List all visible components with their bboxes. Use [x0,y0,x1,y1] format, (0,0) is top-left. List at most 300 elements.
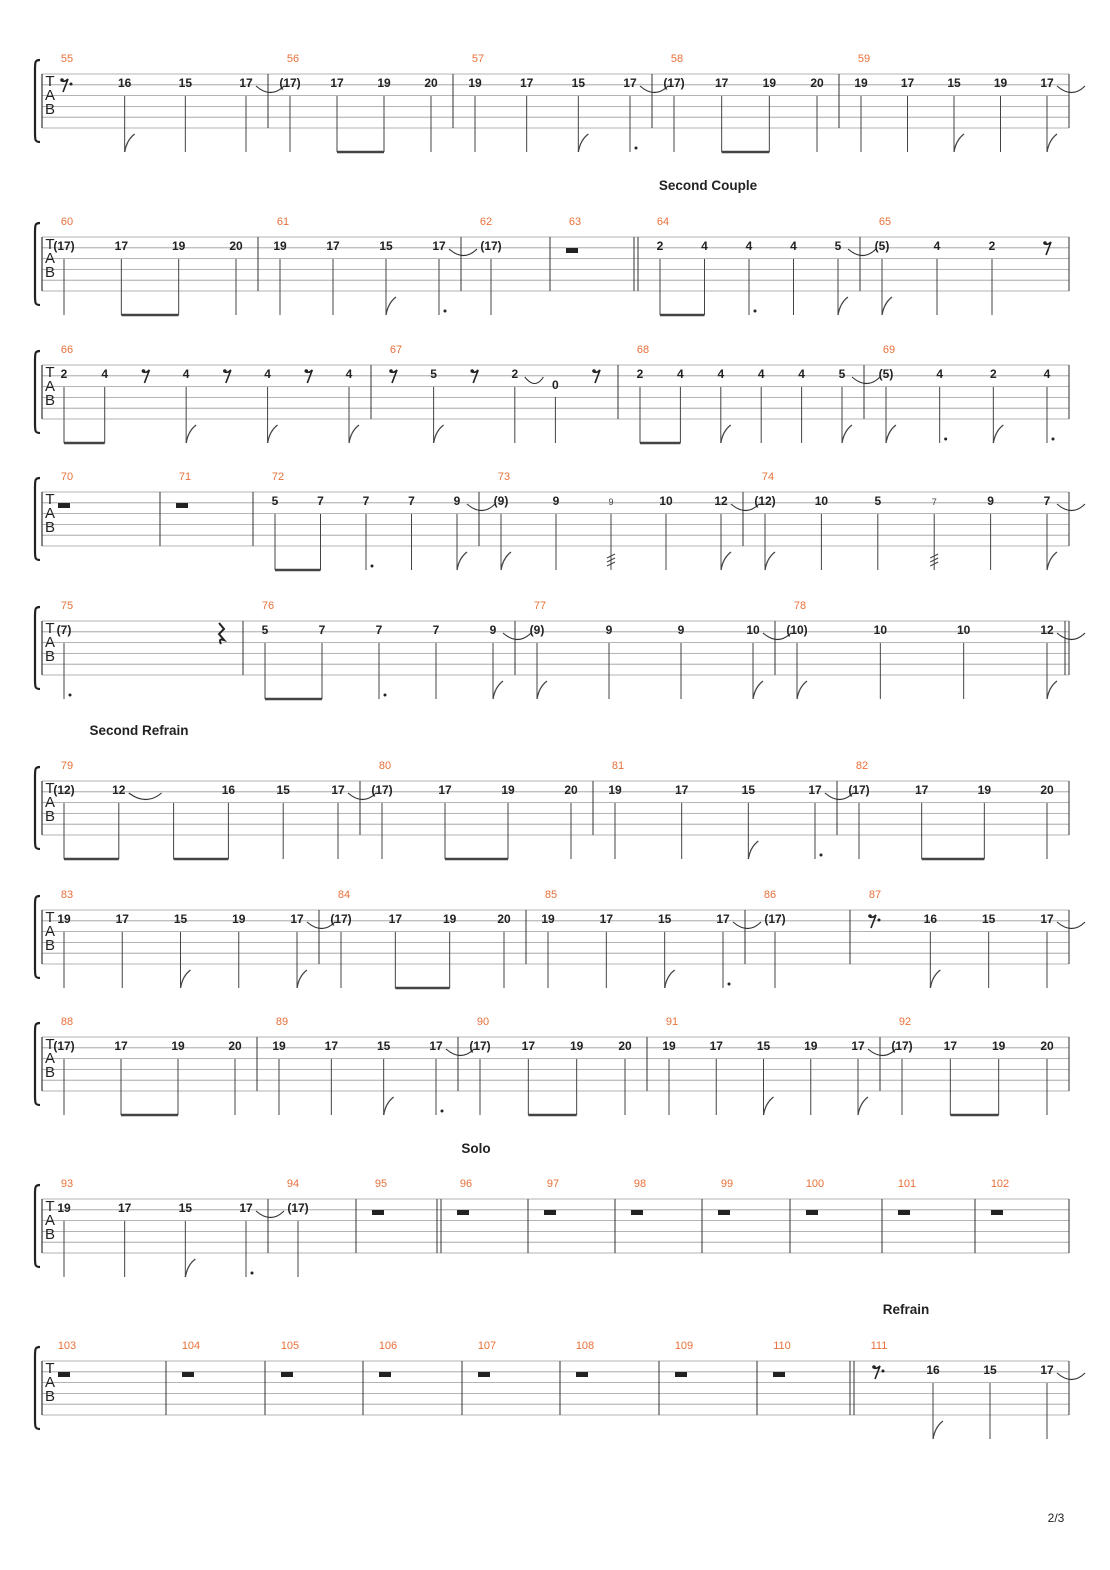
tab-clef-letter: T [45,1036,55,1053]
fret-number: 16 [926,1363,940,1377]
fret-number: 17 [117,1201,132,1215]
fret-number: 2 [989,367,997,381]
tab-clef-letter: B [44,1226,56,1243]
fret-number: 2 [988,239,996,253]
measure-number: 69 [882,344,896,356]
fret-number: 17 [330,76,344,90]
fret-number: 19 [541,912,555,926]
measure-number: 111 [870,1340,888,1352]
section-title: Solo [461,1141,491,1156]
tab-system [35,889,1085,988]
fret-number: 5 [874,494,882,508]
fret-number: 17 [709,1039,723,1053]
measure-number: 76 [261,600,275,612]
half-rest [372,1210,384,1215]
tab-clef-letter: B [44,1388,56,1405]
tab-clef-letter: T [45,620,55,637]
fret-number: 5 [834,239,842,253]
half-rest [379,1372,391,1377]
fret-number: 17 [388,912,403,926]
measure-number: 95 [374,1178,388,1190]
fret-number: 20 [564,783,578,797]
measure-number: 70 [60,471,74,483]
tie [256,1211,284,1218]
half-rest [544,1210,556,1215]
system-bracket [35,896,40,978]
tie [848,249,876,256]
tie [1057,922,1085,929]
eighth-flag [993,425,1003,443]
measure-number: 97 [546,1178,560,1190]
tie [1057,633,1085,640]
measure-number: 67 [389,344,403,356]
measure-number: 108 [575,1340,595,1352]
fret-number: 12 [714,494,728,508]
eighth-flag [842,425,852,443]
measure-number: 77 [533,600,547,612]
fret-number: 16 [117,76,132,90]
eighth-flag [501,552,511,570]
fret-number: 15 [983,1363,997,1377]
fret-number: (17) [330,912,352,926]
half-rest [898,1210,910,1215]
eighth-flag [125,134,135,152]
fret-number: 4 [798,367,805,381]
rest-dot-head [389,369,393,373]
fret-number: 10 [956,623,971,637]
tab-clef-letter: T [45,364,55,381]
tab-clef-letter: A [44,794,56,811]
tab-clef-letter: A [44,505,56,522]
fret-number: 17 [1040,912,1054,926]
fret-number: 10 [659,494,673,508]
fret-number: 4 [101,367,109,381]
tie [467,504,495,511]
tab-clef-letter: A [44,378,56,395]
tab-clef-letter: A [44,634,56,651]
half-rest [566,248,578,253]
dot [69,694,72,697]
fret-number: 17 [290,912,304,926]
fret-number: 2 [656,239,664,253]
fret-number: 10 [873,623,888,637]
section-title: Second Refrain [89,723,189,738]
fret-number: 15 [657,912,672,926]
eighth-flag [181,970,191,988]
eighth-flag [297,970,307,988]
fret-number: 19 [273,239,287,253]
fret-number: 7 [931,497,937,507]
fret-number: 17 [239,1201,253,1215]
fret-number: 19 [468,76,482,90]
dot [384,694,387,697]
eighth-flag [1047,552,1057,570]
measure-number: 88 [60,1016,74,1028]
tab-clef-letter: A [44,87,56,104]
eighth-flag [1047,134,1057,152]
tie [1057,1373,1085,1380]
measure-number: 73 [497,471,511,483]
fret-number: 17 [599,912,614,926]
eighth-flag [858,1097,868,1115]
fret-number: 19 [57,1201,71,1215]
dot [944,438,947,441]
fret-number: 4 [701,239,708,253]
measure-number: 62 [479,216,493,228]
dot [371,565,374,568]
half-rest [457,1210,469,1215]
measure-number: 103 [57,1340,77,1352]
fret-number: 17 [326,239,340,253]
tab-clef-letter: A [44,1212,56,1229]
measure-number: 99 [720,1178,734,1190]
tab-clef-letter: A [44,923,56,940]
fret-number: (17) [848,783,870,797]
fret-number: 20 [618,1039,632,1053]
measure-number: 101 [897,1178,917,1190]
measure-number: 91 [665,1016,679,1028]
half-rest [182,1372,194,1377]
dot [882,1370,885,1373]
fret-number: 9 [605,623,613,637]
dot [441,1110,444,1113]
tab-clef-letter: T [45,909,55,926]
measure-number: 83 [60,889,74,901]
fret-number: 2 [636,367,644,381]
system-bracket [35,223,40,305]
tie [129,793,162,800]
fret-number: 19 [662,1039,676,1053]
tab-clef-letter: T [45,491,55,508]
fret-number: 2 [60,367,68,381]
fret-number: 16 [221,783,236,797]
tab-clef-letter: T [45,780,55,797]
eighth-flag [930,970,940,988]
fret-number: (5) [874,239,890,253]
dot [754,310,757,313]
tab-clef-letter: B [44,1064,56,1081]
eighth-flag [748,841,758,859]
rest-dot-head [223,369,227,373]
tie [1057,504,1085,511]
fret-number: 17 [714,76,729,90]
measure-number: 58 [670,53,684,65]
fret-number: 17 [1040,1363,1054,1377]
fret-number: 20 [1040,1039,1054,1053]
eighth-flag [933,1421,943,1439]
fret-number: 19 [993,76,1008,90]
fret-number: 17 [521,1039,536,1053]
fret-number: 15 [981,912,996,926]
fret-number: 17 [239,76,253,90]
eighth-flag [578,134,588,152]
eighth-flag [185,1259,195,1277]
rest-dot-head [142,369,146,373]
tie [503,633,531,640]
tab-clef-letter: B [44,937,56,954]
fret-number: 17 [914,783,929,797]
measure-number: 71 [178,471,192,483]
system-bracket [35,60,40,142]
eighth-flag [349,425,359,443]
fret-number: (17) [891,1039,913,1053]
tab-clef-letter: B [44,392,56,409]
half-rest [478,1372,490,1377]
measure-number: 107 [477,1340,497,1352]
fret-number: 19 [272,1039,286,1053]
rest-dot-head [1043,241,1047,245]
fret-number: 15 [756,1039,771,1053]
measure-number: 90 [476,1016,490,1028]
rest-dot-head [470,369,474,373]
measure-number: 66 [60,344,74,356]
fret-number: 7 [1043,494,1051,508]
fret-number: 19 [442,912,457,926]
eighth-flag [186,425,196,443]
half-rest [576,1372,588,1377]
fret-number: 17 [851,1039,865,1053]
measure-number: 61 [276,216,290,228]
fret-number: 19 [232,912,246,926]
fret-number: 10 [746,623,760,637]
tie [449,249,477,256]
fret-number: 4 [345,367,353,381]
fret-number: 17 [1040,76,1054,90]
system-bracket [35,607,40,689]
fret-number: 9 [608,497,614,507]
tab-clef-letter: T [45,1360,55,1377]
tie [733,922,761,929]
measure-number: 75 [60,600,74,612]
fret-number: (9) [529,623,545,637]
tie [1057,86,1085,93]
fret-number: 4 [757,367,765,381]
tab-clef-letter: B [44,264,56,281]
eighth-flag [764,1097,774,1115]
measure-number: 59 [857,53,871,65]
fret-number: 19 [377,76,391,90]
fret-number: 19 [762,76,777,90]
measure-number: 64 [656,216,670,228]
fret-number: 17 [808,783,822,797]
fret-number: 4 [790,239,797,253]
measure-number: 87 [868,889,882,901]
fret-number: 19 [977,783,992,797]
fret-number: 19 [804,1039,818,1053]
fret-number: 4 [933,239,941,253]
eighth-flag [954,134,964,152]
dot [820,854,823,857]
fret-number: 19 [501,783,515,797]
fret-number: (17) [287,1201,309,1215]
fret-number: (12) [754,494,776,508]
dot [878,919,881,922]
fret-number: 9 [987,494,994,508]
half-rest [631,1210,643,1215]
measure-number: 110 [773,1340,791,1352]
fret-number: 15 [173,912,188,926]
rest-dot-head [60,78,64,82]
measure-number: 105 [280,1340,300,1352]
fret-number: 17 [674,783,689,797]
tab-clef-letter: B [44,519,56,536]
measure-number: 72 [271,471,285,483]
eighth-flag [886,425,896,443]
tab-system [35,344,1069,443]
tab-system [35,471,1085,570]
fret-number: 9 [677,623,685,637]
fret-number: (12) [53,783,75,797]
tab-clef-letter: T [45,73,55,90]
tie [852,377,880,384]
eighth-flag [1047,681,1057,699]
measure-number: 98 [633,1178,647,1190]
fret-number: 17 [716,912,730,926]
fret-number: 17 [519,76,534,90]
measure-number: 57 [471,53,485,65]
fret-number: 4 [1043,367,1051,381]
measure-number: 84 [337,889,351,901]
measure-number: 92 [898,1016,912,1028]
fret-number: 12 [112,783,126,797]
measure-number: 102 [990,1178,1010,1190]
fret-number: 15 [571,76,586,90]
measure-number: 78 [793,600,807,612]
fret-number: 20 [228,1039,242,1053]
fret-number: 9 [489,623,497,637]
measure-number: 93 [60,1178,74,1190]
fret-number: 20 [1040,783,1054,797]
rest-dot-head [304,369,308,373]
fret-number: 7 [375,623,383,637]
fret-number: (17) [469,1039,491,1053]
eighth-flag [721,425,731,443]
fret-number: 7 [318,623,326,637]
eighth-flag [882,297,892,315]
fret-number: 17 [429,1039,443,1053]
fret-number: 17 [114,1039,128,1053]
measure-number: 94 [286,1178,300,1190]
half-rest [718,1210,730,1215]
rest-dot-head [592,369,596,373]
half-rest [773,1372,785,1377]
rest-dot-head [868,914,872,918]
fret-number: 19 [608,783,622,797]
eighth-flag [721,552,731,570]
measure-number: 100 [805,1178,825,1190]
fret-number: 17 [432,239,446,253]
measure-number: 106 [378,1340,398,1352]
dot [1052,438,1055,441]
fret-number: 7 [362,494,370,508]
system-bracket [35,351,40,433]
fret-number: (9) [493,494,509,508]
measure-number: 86 [763,889,777,901]
tab-system [35,760,1069,859]
eighth-flag [384,1097,394,1115]
tab-clef-letter: A [44,1050,56,1067]
measure-number: 82 [855,760,869,772]
tab-clef-letter: T [45,1198,55,1215]
fret-number: 12 [1040,623,1054,637]
half-rest [806,1210,818,1215]
half-rest [675,1372,687,1377]
measure-number: 109 [674,1340,694,1352]
fret-number: 4 [936,367,944,381]
fret-number: 2 [511,367,519,381]
fret-number: 15 [741,783,756,797]
dot [444,310,447,313]
eighth-flag [457,552,467,570]
fret-number: 5 [271,494,279,508]
fret-number: 15 [276,783,290,797]
tab-clef-letter: T [45,236,55,253]
tab-system [35,1340,1085,1439]
eighth-flag [537,681,547,699]
fret-number: 19 [569,1039,584,1053]
tab-clef-letter: B [44,101,56,118]
section-title: Second Couple [658,178,758,193]
system-bracket [35,1185,40,1267]
fret-number: 15 [178,76,193,90]
quarter-rest [219,623,224,644]
fret-number: 10 [814,494,829,508]
fret-number: 7 [408,494,415,508]
half-rest [58,1372,70,1377]
dot [251,1272,254,1275]
fret-number: (17) [371,783,393,797]
page-number: 2/3 [1047,1511,1065,1525]
fret-number: (17) [53,239,75,253]
system-bracket [35,767,40,849]
dot [70,83,73,86]
fret-number: 15 [379,239,393,253]
fret-number: 20 [810,76,824,90]
tab-clef-letter: B [44,648,56,665]
fret-number: 4 [717,367,725,381]
fret-number: (17) [53,1039,75,1053]
fret-number: 17 [115,912,129,926]
tab-system [35,216,1069,315]
tab-system [35,1178,1069,1277]
tab-system [35,1016,1069,1115]
measure-number: 81 [611,760,625,772]
half-rest [281,1372,293,1377]
fret-number: 7 [317,494,324,508]
eighth-flag [753,681,763,699]
measure-number: 56 [286,53,300,65]
measure-number: 80 [378,760,392,772]
eighth-flag [765,552,775,570]
fret-number: (17) [764,912,786,926]
half-rest [58,503,70,508]
measure-number: 104 [181,1340,201,1352]
tab-clef-letter: B [44,808,56,825]
fret-number: 0 [552,378,559,392]
dot [635,147,638,150]
fret-number: 4 [745,239,753,253]
eighth-flag [797,681,807,699]
measure-number: 65 [878,216,892,228]
dot [728,983,731,986]
fret-number: 19 [991,1039,1006,1053]
fret-number: 16 [923,912,938,926]
measure-number: 89 [275,1016,289,1028]
fret-number: 15 [376,1039,391,1053]
fret-number: 9 [453,494,461,508]
tab-system [35,600,1085,699]
half-rest [991,1210,1003,1215]
